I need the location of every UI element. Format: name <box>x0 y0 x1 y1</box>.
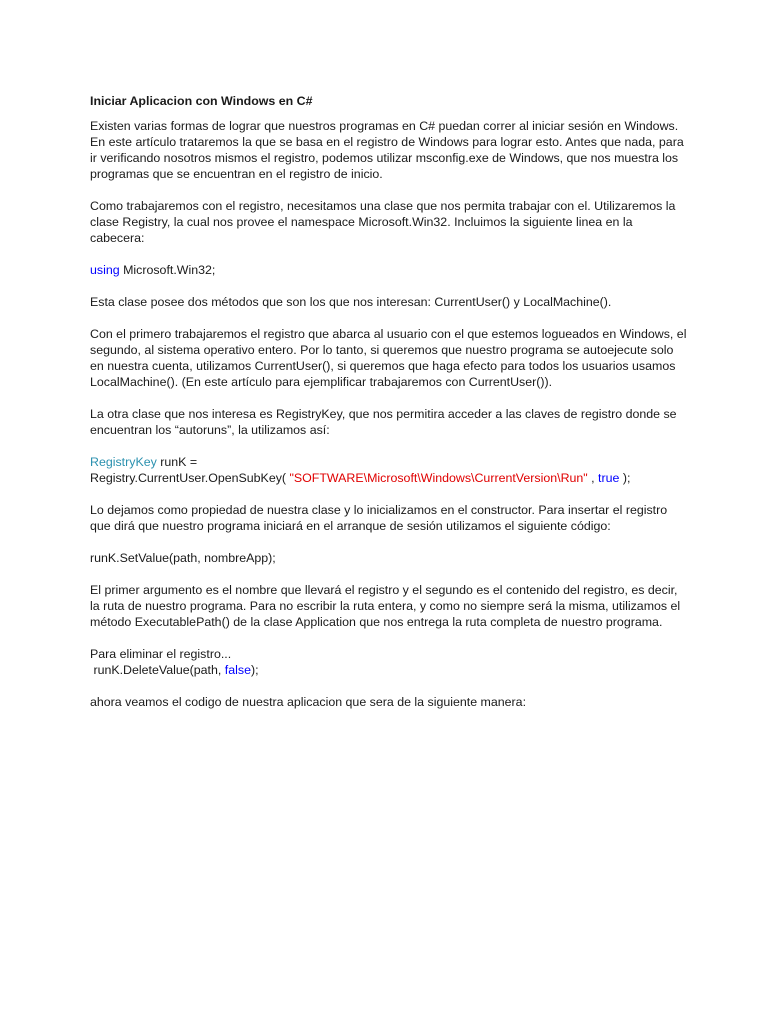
code-opensubkey-call: Registry.CurrentUser.OpenSubKey( <box>90 471 290 485</box>
paragraph-registry: Como trabajaremos con el registro, necesitamos una clase que nos permita trabajar con el. Utilizaremos la clase Registry, la cual nos provee el namespace Microsoft.Win32. Incluimos la siguiente linea en la cabecera: <box>90 199 676 245</box>
code-deletevalue-line <box>90 662 690 678</box>
code-deletevalue-call: runK.DeleteValue(path, <box>90 663 225 677</box>
paragraph-intro: Existen varias formas de lograr que nuestros programas en C# puedan correr al iniciar sesión en Windows. En este artículo trataremos la que se basa en el registro de Windows para lograr esto. Antes que nada, para ir verificando nosotros mismos el registro, podemos utilizar msconfig.exe de Windows, que nos muestra los programas que se encuentran en el registro de inicio. <box>90 119 684 181</box>
code-keyword-false: false <box>224 663 251 677</box>
paragraph-methods: Esta clase posee dos métodos que son los que nos interesan: CurrentUser() y LocalMachine(). <box>90 295 612 309</box>
code-close-paren: ); <box>619 471 631 485</box>
code-separator: , <box>587 471 599 485</box>
paragraph-currentuser: Con el primero trabajaremos el registro que abarca al usuario con el que estemos logueados en Windows, el segundo, al sistema operativo entero. Por lo tanto, si queremos que nuestro programa se autoejecute solo en nuestra cuenta, utilizamos CurrentUser(), si queremos que haga efecto para todos los usuarios usamos LocalMachine(). (En este artículo para ejemplificar trabajaremos con CurrentUser()). <box>90 327 687 389</box>
code-using-line <box>90 262 690 278</box>
code-var-runk: runK = <box>156 455 198 469</box>
paragraph-registrykey: La otra clase que nos interesa es RegistryKey, que nos permitira acceder a las claves de registro donde se encuentran los “autoruns”, la utilizamos así: <box>90 407 677 437</box>
code-type-registrykey: RegistryKey <box>90 455 157 469</box>
paragraph-arguments: El primer argumento es el nombre que llevará el registro y el segundo es el contenido del registro, es decir, la ruta de nuestro programa. Para no escribir la ruta entera, y como no siempre será la misma, utilizamos el método ExecutablePath() de la clase Application que nos entrega la ruta completa de nuestro programa. <box>90 583 681 629</box>
document-title: Iniciar Aplicacion con Windows en C# <box>90 94 313 108</box>
paragraph-delete-intro: Para eliminar el registro... <box>90 647 232 661</box>
code-deletevalue-close: ); <box>250 663 259 677</box>
code-line-2 <box>90 470 690 486</box>
code-string-run-path: "SOFTWARE\Microsoft\Windows\CurrentVersion\Run" <box>289 471 588 485</box>
paragraph-constructor: Lo dejamos como propiedad de nuestra clase y lo inicializamos en el constructor. Para insertar el registro que dirá que nuestro programa iniciará en el arranque de sesión utilizamos el siguiente código: <box>90 503 668 533</box>
paragraph-closing: ahora veamos el codigo de nuestra aplicacion que sera de la siguiente manera: <box>90 695 527 709</box>
code-setvalue-line: runK.SetValue(path, nombreApp); <box>90 551 276 565</box>
code-block-opensubkey <box>90 454 690 486</box>
code-line-1 <box>90 454 690 470</box>
code-keyword-using: using <box>90 263 120 277</box>
code-block-delete <box>90 646 690 678</box>
code-keyword-true: true <box>598 471 620 485</box>
document-body <box>90 93 690 726</box>
code-namespace: Microsoft.Win32; <box>119 263 216 277</box>
